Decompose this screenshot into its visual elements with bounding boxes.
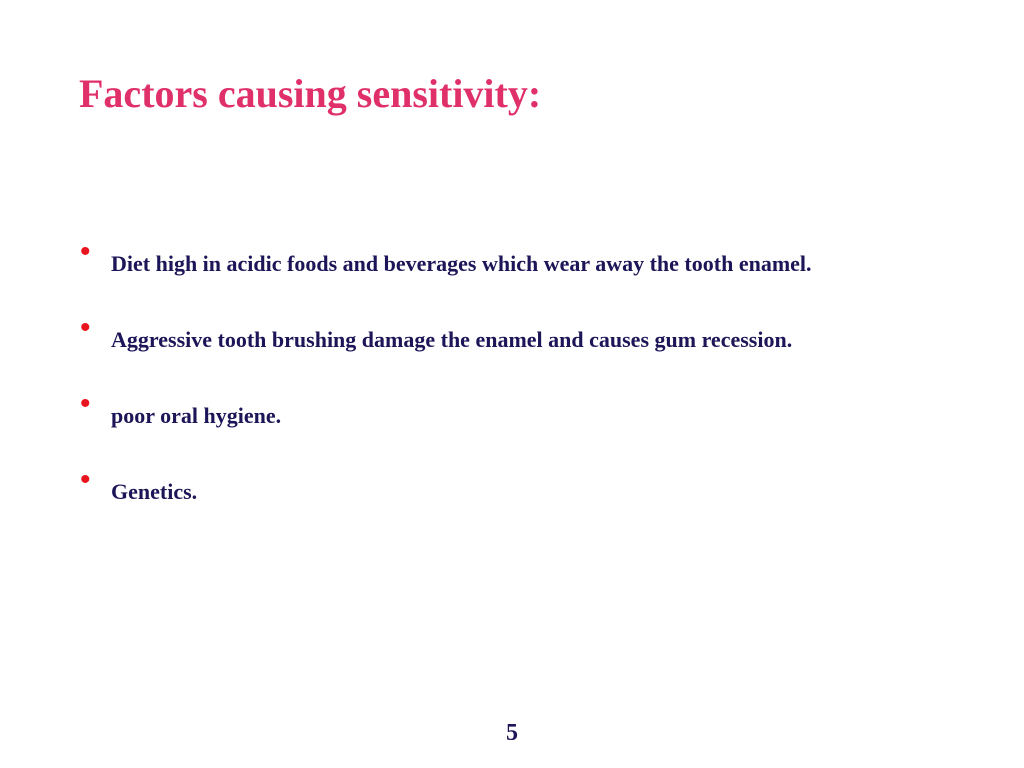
bullet-list bbox=[80, 235, 980, 546]
bullet-dot-icon: • bbox=[80, 311, 91, 344]
bullet-text: Diet high in acidic foods and beverages which wear away the tooth enamel. bbox=[111, 251, 812, 276]
list-item bbox=[80, 235, 980, 318]
list-item bbox=[80, 463, 980, 546]
page-number: 5 bbox=[506, 720, 518, 746]
list-item bbox=[80, 387, 980, 470]
bullet-text: Genetics. bbox=[111, 479, 198, 504]
list-item bbox=[80, 311, 980, 394]
slide-title: Factors causing sensitivity: bbox=[79, 71, 542, 116]
bullet-text: Aggressive tooth brushing damage the enamel and causes gum recession. bbox=[111, 327, 793, 352]
bullet-dot-icon: • bbox=[80, 235, 91, 268]
bullet-dot-icon: • bbox=[80, 463, 91, 496]
bullet-dot-icon: • bbox=[80, 387, 91, 420]
bullet-text: poor oral hygiene. bbox=[111, 403, 282, 428]
